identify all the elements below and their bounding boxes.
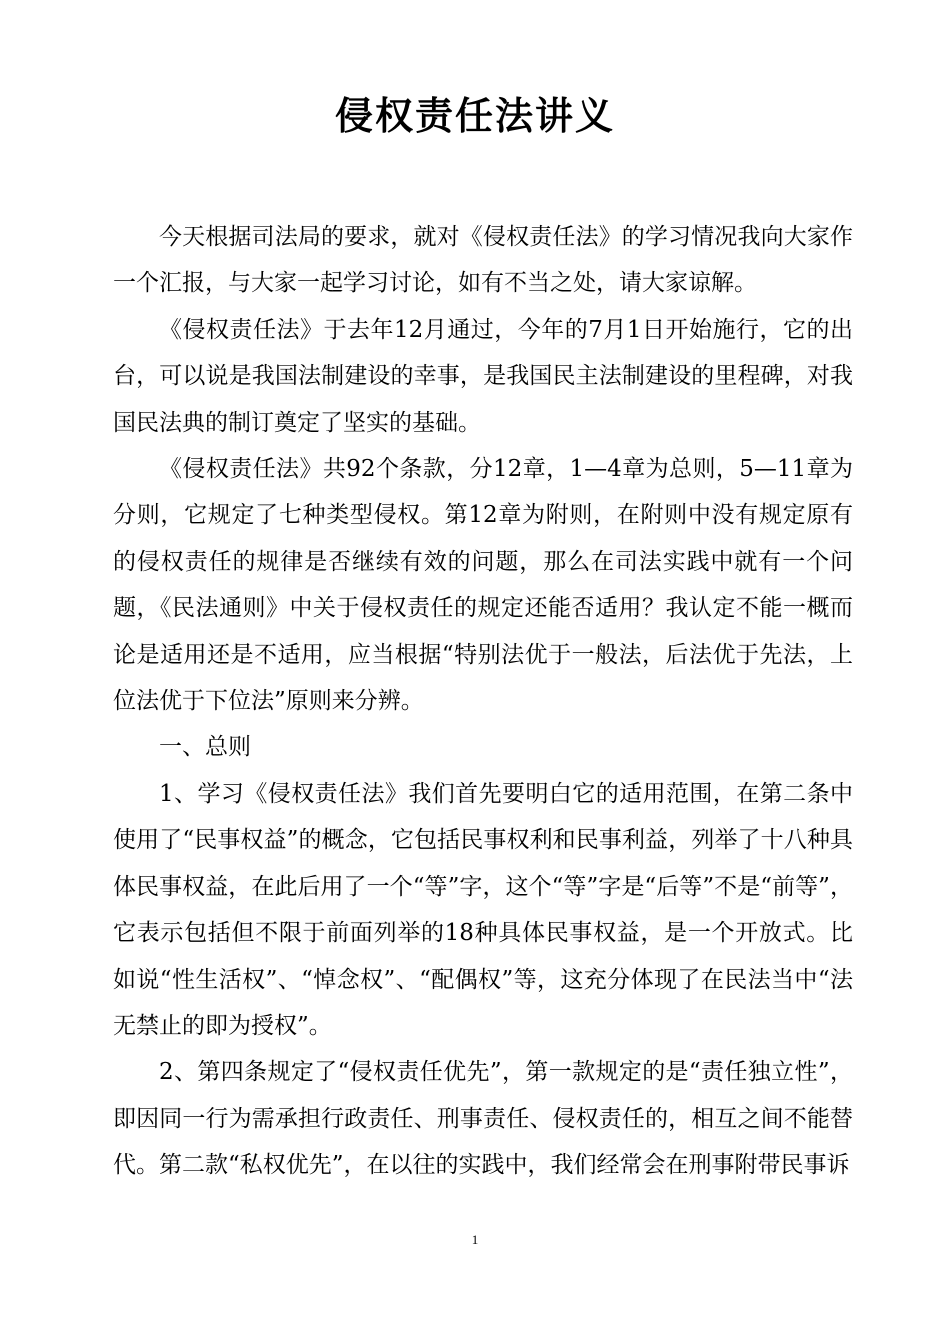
page-number: 1: [471, 1232, 479, 1247]
paragraph: 2、第四条规定了“侵权责任优先”，第一款规定的是“责任独立性”，即因同一行为需承担行政责任、刑事责任、侵权责任的，相互之间不能替代。第二款“私权优先”，在以往的实践中，我们经常会在刑事附带民事诉: [113, 1059, 853, 1179]
paragraph: 《侵权责任法》于去年12月通过，今年的7月1日开始施行，它的出台，可以说是我国法制建设的幸事，是我国民主法制建设的里程碑，对我国民法典的制订奠定了坚实的基础。: [113, 316, 853, 436]
document-title: 侵权责任法讲义: [334, 93, 615, 138]
paragraph: 今天根据司法局的要求，就对《侵权责任法》的学习情况我向大家作一个汇报，与大家一起学习讨论，如有不当之处，请大家谅解。: [113, 224, 853, 297]
paragraph: 《侵权责任法》共92个条款，分12章，1—4章为总则，5—11章为分则，它规定了七种类型侵权。第12章为附则，在附则中没有规定原有的侵权责任的规律是否继续有效的问题，那么在司法实践中就有一个问题，《民法通则》中关于侵权责任的规定还能否适用？我认定不能一概而论是适用还是不适用，应当根据“特别法优于一般法，后法优于先法，上位法优于下位法”原则来分辨。: [113, 456, 853, 715]
section-heading: 一、总则: [159, 734, 251, 761]
paragraph: 1、学习《侵权责任法》我们首先要明白它的适用范围，在第二条中使用了“民事权益”的概念，它包括民事权利和民事利益，列举了十八种具体民事权益，在此后用了一个“等”字，这个“等”字是“后等”不是“前等”，它表示包括但不限于前面列举的18种具体民事权益，是一个开放式。比如说“性生活权”、“悼念权”、“配偶权”等，这充分体现了在民法当中“法无禁止的即为授权”。: [113, 780, 853, 1039]
document-body: [113, 214, 853, 1189]
